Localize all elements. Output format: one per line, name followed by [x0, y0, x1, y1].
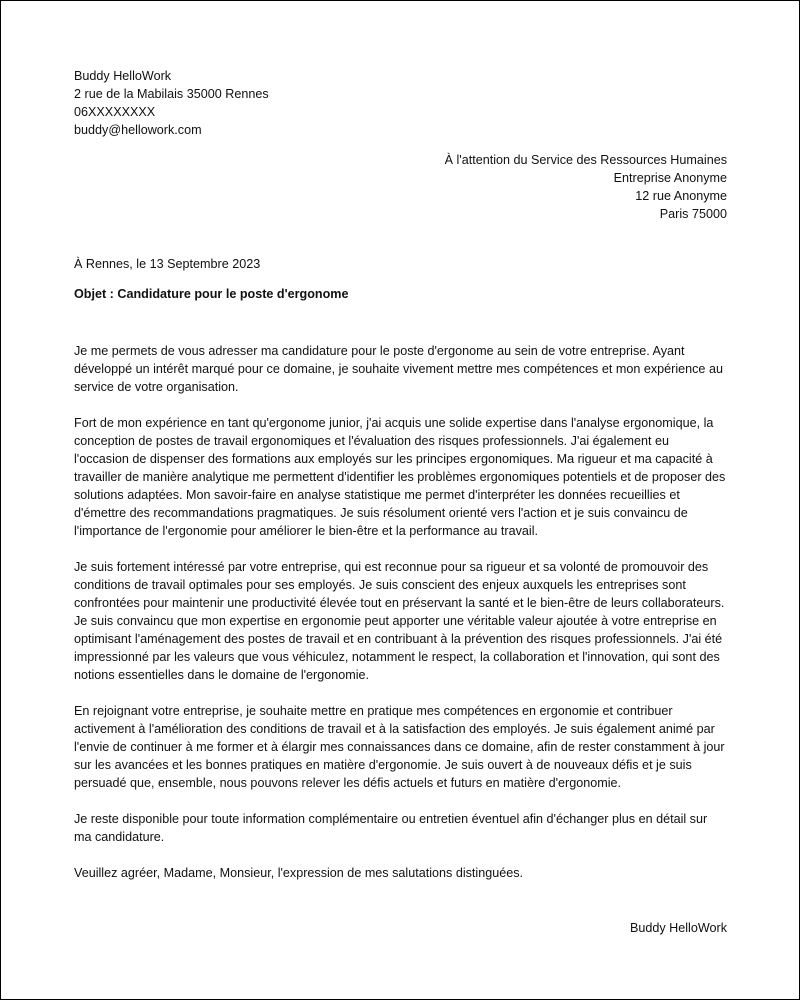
sender-phone: 06XXXXXXXX: [74, 105, 156, 119]
sender-block: [74, 67, 269, 139]
sender-address: 2 rue de la Mabilais 35000 Rennes: [74, 87, 269, 101]
recipient-block: [445, 151, 727, 223]
recipient-attention: À l'attention du Service des Ressources Humaines: [444, 153, 727, 167]
paragraph: Je suis fortement intéressé par votre entreprise, qui est reconnue pour sa rigueur et sa volonté de promouvoir des conditions de travail optimales pour ses employés. Je suis conscient des enjeux auxquels les entreprises sont confrontées pour maintenir une productivité élevée tout en préservant la santé et le bien-être de leurs collaborateurs. Je suis convaincu que mon expertise en ergonomie peut apporter une véritable valeur ajoutée à votre entreprise en optimisant l'aménagement des postes de travail et en contribuant à la prévention des risques professionnels. J'ai été impressionné par les valeurs que vous véhiculez, notamment le respect, la collaboration et l'innovation, qui sont des notions essentielles dans le domaine de l'ergonomie.: [74, 560, 725, 682]
paragraph: Je reste disponible pour toute information complémentaire ou entretien éventuel afin d'échanger plus en détail sur ma candidature.: [74, 812, 708, 844]
sender-name: Buddy HelloWork: [74, 69, 172, 83]
letter-body: [74, 342, 726, 864]
paragraph: Je me permets de vous adresser ma candidature pour le poste d'ergonome au sein de votre entreprise. Ayant développé un intérêt marqué pour ce domaine, je souhaite vivement mettre mes compétences et mon expérience au service de votre organisation.: [74, 344, 723, 394]
paragraph: En rejoignant votre entreprise, je souhaite mettre en pratique mes compétences en ergonomie et contribuer activement à l'amélioration des conditions de travail et à la satisfaction des employés. Je suis également animé par l'envie de continuer à me former et à élargir mes connaissances dans ce domaine, afin de rester constamment à jour sur les avancées et les bonnes pratiques en matière d'ergonomie. Je suis ouvert à de nouveaux défis et je suis persuadé que, ensemble, nous pouvons relever les défis actuels et futurs en matière d'ergonomie.: [74, 704, 725, 790]
paragraph: Fort de mon expérience en tant qu'ergonome junior, j'ai acquis une solide expertise dans l'analyse ergonomique, la conception de postes de travail ergonomiques et l'évaluation des risques professionnels. J'ai également eu l'occasion de dispenser des formations aux employés sur les principes ergonomiques. Ma rigueur et ma capacité à travailler de manière analytique me permettent d'identifier les problèmes ergonomiques potentiels et de proposer des solutions adaptées. Mon savoir-faire en analyse statistique me permet d'interpréter les données recueillies et d'émettre des recommandations pragmatiques. Je suis résolument orienté vers l'action et je suis convaincu de l'importance de l'ergonomie pour améliorer le bien-être et la performance au travail.: [74, 416, 726, 538]
recipient-street: 12 rue Anonyme: [635, 189, 727, 203]
date-line: À Rennes, le 13 Septembre 2023: [74, 257, 261, 271]
sender-email: buddy@hellowork.com: [74, 123, 202, 137]
closing-formula: Veuillez agréer, Madame, Monsieur, l'expression de mes salutations distinguées.: [74, 866, 524, 880]
recipient-company: Entreprise Anonyme: [613, 171, 727, 185]
signature: Buddy HelloWork: [629, 921, 727, 935]
recipient-city: Paris 75000: [659, 207, 727, 221]
subject-line: Objet : Candidature pour le poste d'ergonome: [74, 287, 349, 301]
